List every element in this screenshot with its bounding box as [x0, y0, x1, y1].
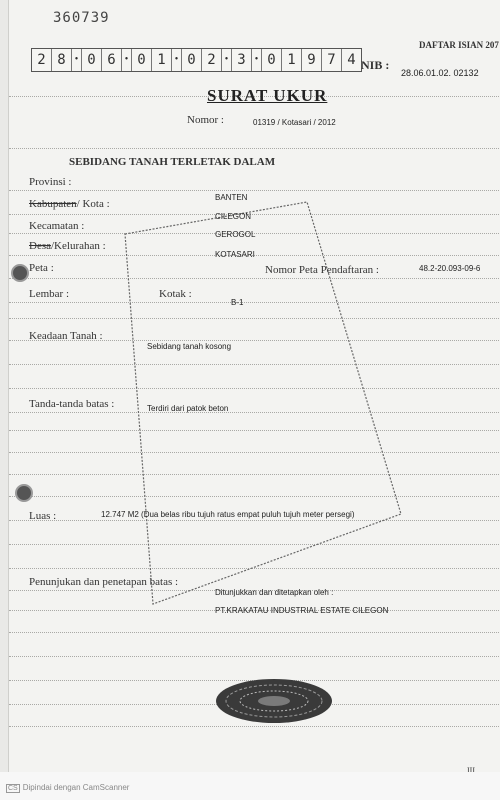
register-digit: 6 [102, 49, 122, 71]
nomor-value: 01319 / Kotasari / 2012 [253, 118, 336, 127]
kota-value: CILEGON [215, 212, 252, 221]
provinsi-value: BANTEN [215, 193, 248, 202]
luas-value: 12.747 M2 (Dua belas ribu tujuh ratus empat puluh tujuh meter persegi) [101, 510, 355, 519]
register-digit: 2 [32, 49, 52, 71]
kotak-value: B-1 [231, 298, 244, 307]
serial-number: 360739 [53, 10, 110, 26]
register-digit: 4 [347, 52, 356, 68]
peta-label: Peta : [29, 262, 54, 274]
document-title: SURAT UKUR [207, 86, 328, 105]
kabupaten-struck: Kabupaten [29, 198, 77, 210]
lembar-label: Lembar : [29, 288, 70, 300]
register-digit: 0 [82, 49, 102, 71]
form-name: DAFTAR ISIAN 207 [419, 40, 499, 50]
register-separator: • [222, 49, 232, 71]
register-digit: 3 [232, 49, 252, 71]
register-digit: 1 [152, 49, 172, 71]
keadaan-tanah-value: Sebidang tanah kosong [147, 342, 232, 351]
register-digit: 1 [282, 49, 302, 71]
ornamental-seal [213, 676, 335, 726]
kotak-label: Kotak : [159, 288, 192, 300]
register-digit: 0 [262, 49, 282, 71]
register-digit: 8 [52, 49, 72, 71]
penunjukan-value-label: Ditunjukkan dan ditetapkan oleh : [215, 588, 334, 597]
desa-struck: Desa [29, 240, 51, 252]
page-mark: III [467, 766, 475, 772]
binder-hole-top [11, 264, 29, 282]
section-heading: SEBIDANG TANAH TERLETAK DALAM [69, 156, 276, 168]
kecamatan-value: GEROGOL [215, 230, 256, 239]
penunjukan-label: Penunjukan dan penetapan batas : [29, 576, 179, 588]
register-number-box [31, 48, 362, 72]
keadaan-tanah-label: Keadaan Tanah : [29, 330, 103, 342]
kota-label [29, 198, 110, 210]
register-digit: 2 [202, 49, 222, 71]
register-separator: • [172, 49, 182, 71]
register-digit: 0 [132, 49, 152, 71]
camscanner-icon: CS [8, 785, 18, 792]
register-digit: 9 [302, 49, 322, 71]
scanner-text: Dipindai dengan CamScanner [22, 783, 130, 792]
kelurahan-label [29, 240, 106, 252]
kota-label-text: / Kota : [76, 198, 110, 210]
nib-label: NIB : [361, 58, 390, 72]
binder-hole-bottom [15, 484, 33, 502]
scanner-watermark [6, 783, 129, 793]
kelurahan-value: KOTASARI [215, 250, 255, 259]
document-page [8, 0, 500, 772]
register-digit: 7 [322, 49, 342, 71]
register-separator: • [252, 49, 262, 71]
parcel-sketch [9, 0, 500, 772]
register-separator: • [122, 49, 132, 71]
kelurahan-label-text: /Kelurahan : [51, 240, 106, 252]
nomor-label: Nomor : [187, 114, 224, 126]
penunjukan-value: PT.KRAKATAU INDUSTRIAL ESTATE CILEGON [215, 606, 389, 615]
tanda-batas-label: Tanda-tanda batas : [29, 398, 115, 410]
provinsi-label: Provinsi : [29, 176, 72, 188]
kecamatan-label: Kecamatan : [29, 220, 85, 232]
tanda-batas-value: Terdiri dari patok beton [147, 404, 229, 413]
register-digit: 0 [182, 49, 202, 71]
nomor-peta-label: Nomor Peta Pendaftaran : [265, 264, 379, 276]
luas-label: Luas : [29, 510, 57, 522]
nib-value: 28.06.01.02. 02132 [401, 68, 479, 78]
register-separator: • [72, 49, 82, 71]
nomor-peta-value: 48.2-20.093-09-6 [419, 264, 481, 273]
